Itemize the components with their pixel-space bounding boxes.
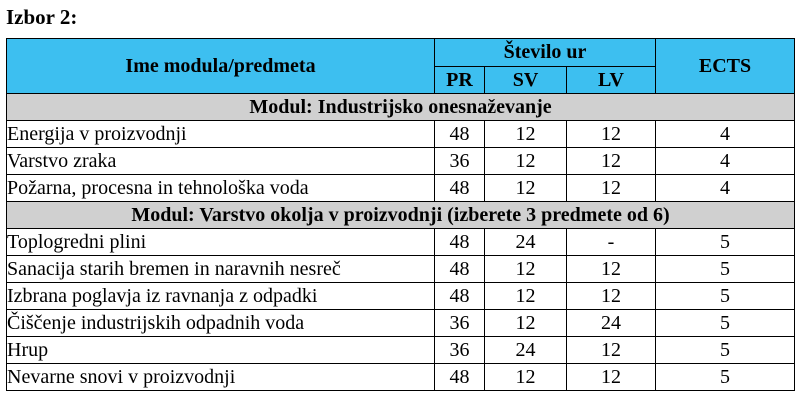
- module-title: Modul: Varstvo okolja v proizvodnji (izberete 3 predmete od 6): [7, 202, 795, 229]
- course-sv: 12: [485, 175, 567, 202]
- course-ects: 4: [656, 121, 795, 148]
- course-lv: 24: [567, 310, 656, 337]
- course-ects: 5: [656, 337, 795, 364]
- course-sv: 24: [485, 337, 567, 364]
- module-row: [7, 94, 795, 121]
- course-pr: 36: [435, 310, 485, 337]
- course-sv: 12: [485, 310, 567, 337]
- course-pr: 36: [435, 148, 485, 175]
- course-name: Nevarne snovi v proizvodnji: [7, 364, 435, 391]
- page-heading: Izbor 2:: [6, 5, 78, 29]
- course-sv: 12: [485, 148, 567, 175]
- course-sv: 12: [485, 283, 567, 310]
- table-row: [7, 256, 795, 283]
- header-lv: LV: [567, 67, 656, 94]
- course-ects: 4: [656, 148, 795, 175]
- course-lv: 12: [567, 256, 656, 283]
- course-ects: 5: [656, 283, 795, 310]
- table-row: [7, 364, 795, 391]
- course-name: Toplogredni plini: [7, 229, 435, 256]
- header-module-name: Ime modula/predmeta: [7, 39, 435, 94]
- course-pr: 48: [435, 175, 485, 202]
- header-pr: PR: [435, 67, 485, 94]
- course-name: Požarna, procesna in tehnološka voda: [7, 175, 435, 202]
- course-lv: 12: [567, 148, 656, 175]
- module-title: Modul: Industrijsko onesnaževanje: [7, 94, 795, 121]
- table-row: [7, 229, 795, 256]
- course-name: Varstvo zraka: [7, 148, 435, 175]
- course-ects: 5: [656, 364, 795, 391]
- header-hours: Število ur: [435, 39, 656, 67]
- course-lv: -: [567, 229, 656, 256]
- course-ects: 5: [656, 310, 795, 337]
- course-pr: 48: [435, 364, 485, 391]
- course-pr: 48: [435, 121, 485, 148]
- course-lv: 12: [567, 364, 656, 391]
- table-row: [7, 121, 795, 148]
- course-pr: 48: [435, 256, 485, 283]
- course-name: Izbrana poglavja iz ravnanja z odpadki: [7, 283, 435, 310]
- course-ects: 5: [656, 229, 795, 256]
- course-name: Čiščenje industrijskih odpadnih voda: [7, 310, 435, 337]
- course-name: Energija v proizvodnji: [7, 121, 435, 148]
- header-row: [7, 39, 795, 67]
- table-row: [7, 175, 795, 202]
- course-pr: 48: [435, 229, 485, 256]
- course-ects: 4: [656, 175, 795, 202]
- course-sv: 12: [485, 121, 567, 148]
- course-pr: 36: [435, 337, 485, 364]
- header-ects: ECTS: [656, 39, 795, 94]
- course-lv: 12: [567, 337, 656, 364]
- table-row: [7, 148, 795, 175]
- course-lv: 12: [567, 121, 656, 148]
- table-row: [7, 337, 795, 364]
- table-row: [7, 283, 795, 310]
- course-name: Hrup: [7, 337, 435, 364]
- course-sv: 24: [485, 229, 567, 256]
- header-sv: SV: [485, 67, 567, 94]
- course-name: Sanacija starih bremen in naravnih nesreč: [7, 256, 435, 283]
- course-table: [6, 38, 795, 391]
- course-sv: 12: [485, 256, 567, 283]
- course-pr: 48: [435, 283, 485, 310]
- course-lv: 12: [567, 175, 656, 202]
- course-sv: 12: [485, 364, 567, 391]
- course-lv: 12: [567, 283, 656, 310]
- course-ects: 5: [656, 256, 795, 283]
- module-row: [7, 202, 795, 229]
- table-row: [7, 310, 795, 337]
